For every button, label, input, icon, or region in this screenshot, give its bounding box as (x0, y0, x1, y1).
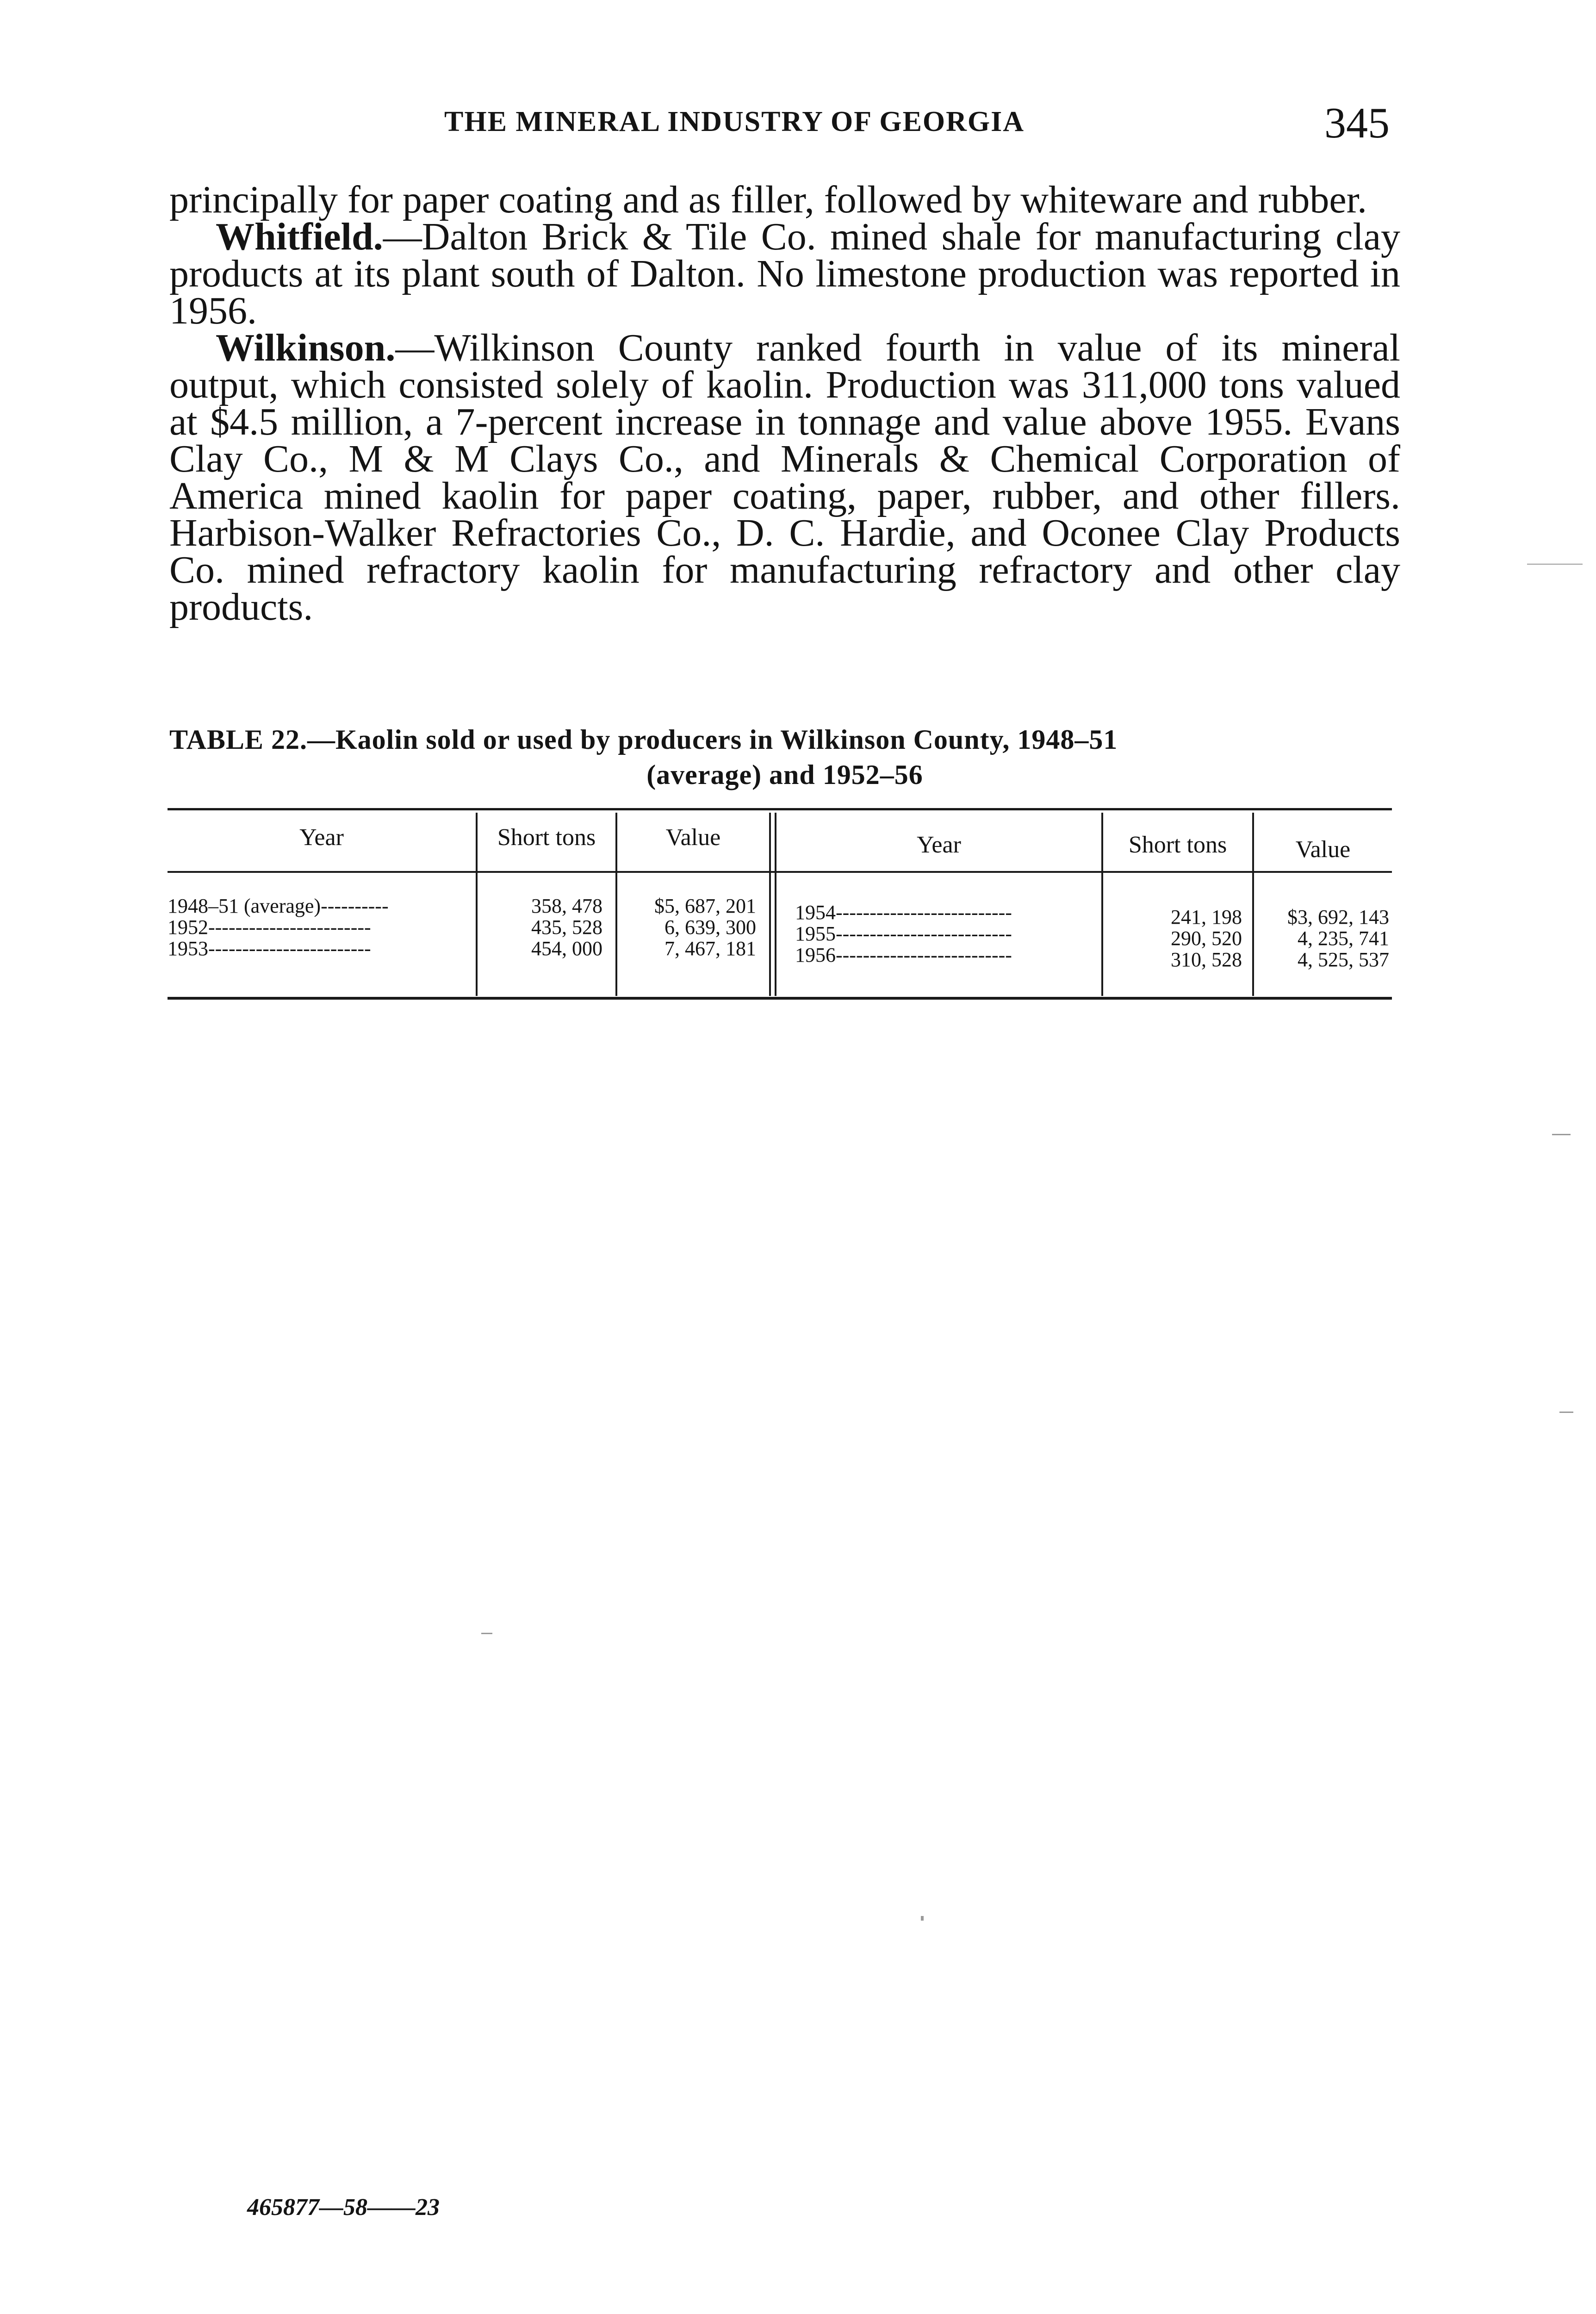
short-tons-cell: 290, 520 (1171, 927, 1242, 950)
year-cell: 1954-------------------------- (795, 901, 1012, 924)
paragraph-wilkinson (169, 326, 1400, 628)
column-header-tons-left: Short tons (497, 824, 596, 851)
column-header-value-left: Value (665, 824, 721, 851)
table-bottom-rule (168, 997, 1392, 1000)
paragraph-continuation (169, 178, 1400, 221)
table-caption (169, 722, 1400, 792)
short-tons-cell: 435, 528 (531, 916, 602, 939)
value-cell: $5, 687, 201 (654, 895, 756, 917)
running-head: THE MINERAL INDUSTRY OF GEORGIA (444, 106, 1025, 137)
table-header-rule (168, 871, 1392, 873)
column-header-year-left: Year (299, 824, 344, 851)
kaolin-table (168, 808, 1392, 1008)
short-tons-cell: 454, 000 (531, 937, 602, 960)
value-cell: 6, 639, 300 (664, 916, 756, 939)
short-tons-cell: 310, 528 (1171, 948, 1242, 971)
paragraph-lead: Wilkinson. (216, 326, 396, 369)
paragraph-text: —Dalton Brick & Tile Co. mined shale for manufacturing clay products at its plant south of Dalton. No limestone production was reported in 1956. (169, 215, 1400, 332)
value-cell: 4, 525, 537 (1298, 948, 1389, 971)
value-cell: 4, 235, 741 (1298, 927, 1389, 950)
table-double-rule (769, 813, 771, 996)
table-caption-line2: (average) and 1952–56 (646, 759, 923, 790)
table-caption-line1: TABLE 22.—Kaolin sold or used by producers in Wilkinson County, 1948–51 (169, 724, 1118, 755)
value-cell: 7, 467, 181 (664, 937, 756, 960)
column-header-year-right: Year (917, 832, 961, 858)
column-header-value-right: Value (1295, 836, 1351, 863)
scan-speck (1559, 1412, 1573, 1413)
value-cell: $3, 692, 143 (1287, 906, 1389, 928)
scan-speck (1527, 564, 1583, 565)
page-number: 345 (1324, 99, 1390, 147)
short-tons-cell: 358, 478 (531, 895, 602, 917)
year-cell: 1952------------------------ (168, 916, 371, 939)
scan-speck (921, 1916, 924, 1921)
paragraph-text: principally for paper coating and as filler, followed by whiteware and rubber. (169, 178, 1367, 221)
year-cell: 1956-------------------------- (795, 944, 1012, 966)
paragraph-lead: Whitfield. (216, 215, 383, 258)
short-tons-cell: 241, 198 (1171, 906, 1242, 928)
print-signature: 465877—58——23 (247, 2194, 440, 2221)
paragraph-whitfield (169, 215, 1400, 332)
paragraph-text: —Wilkinson County ranked fourth in value of its mineral output, which consisted solely of kaolin. Production was 311,000 tons valued at $4.5 million, a 7-percent increase in tonnage and value above 1955. Evans Clay Co., M & M Clays Co., and Minerals & Chemical Corporation of America mined kaolin for paper coating, paper, rubber, and other fillers. Harbison-Walker Refractories Co., D. C. Hardie, and Oconee Clay Products Co. mined refractory kaolin for manufacturing refractory and other clay products. (169, 326, 1400, 628)
year-cell: 1948–51 (average)---------- (168, 895, 389, 917)
year-cell: 1953------------------------ (168, 937, 371, 960)
body-text (169, 178, 1400, 628)
table-top-rule (168, 808, 1392, 810)
scan-speck (1552, 1134, 1571, 1135)
column-header-tons-right: Short tons (1128, 832, 1227, 858)
year-cell: 1955-------------------------- (795, 922, 1012, 945)
scan-speck (481, 1633, 492, 1634)
